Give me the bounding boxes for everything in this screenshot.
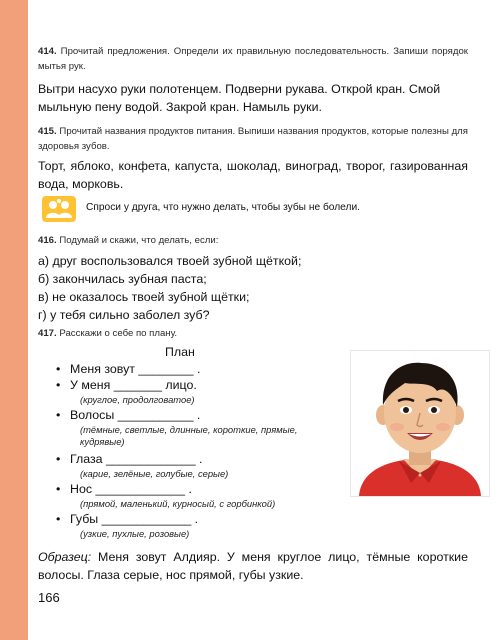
plan-point-name xyxy=(56,362,200,377)
example-text: Меня зовут Алдияр. У меня круглое лицо, тёмные короткие волосы. Глаза серые, нос прямой, губы узкие. xyxy=(38,550,468,582)
plan-point-text: У меня _______ лицо. xyxy=(70,378,197,392)
plan-point-text: Губы _____________ . xyxy=(70,512,199,526)
task-415-instruction xyxy=(38,124,468,154)
task-416-item-b: б) закончилась зубная паста; xyxy=(38,272,207,286)
bullet: • xyxy=(56,408,61,422)
plan-point-text: Меня зовут ________ . xyxy=(70,362,201,376)
friends-talk-icon xyxy=(42,196,76,222)
plan-hint-lips: (узкие, пухлые, розовые) xyxy=(80,528,190,539)
task-416-item-d: г) у тебя сильно заболел зуб? xyxy=(38,308,210,322)
task-414-instruction xyxy=(38,44,468,74)
friend-task-text: Спроси у друга, что нужно делать, чтобы зубы не болели. xyxy=(86,202,360,213)
plan-point-face xyxy=(56,378,197,393)
boy-portrait-image xyxy=(350,350,490,497)
bullet: • xyxy=(56,482,61,496)
page-number: 166 xyxy=(38,590,60,605)
example-lead: Образец: xyxy=(38,550,92,564)
bullet: • xyxy=(56,378,61,392)
boy-portrait-illustration xyxy=(351,351,489,496)
plan-point-hair xyxy=(56,408,200,423)
task-416-item-a: а) друг воспользовался твоей зубной щёткой; xyxy=(38,254,302,268)
example-answer xyxy=(38,548,468,584)
plan-hint-eyes: (карие, зелёные, голубые, серые) xyxy=(80,468,229,479)
plan-point-text: Нос _____________ . xyxy=(70,482,192,496)
plan-hint-hair: (тёмные, светлые, длинные, короткие, прямые, кудрявые) xyxy=(80,424,298,447)
task-416-item-c: в) не оказалось твоей зубной щётки; xyxy=(38,290,250,304)
task-414-number: 414. xyxy=(38,46,57,57)
task-414-text: Вытри насухо руки полотенцем. Подверни рукава. Открой кран. Смой мыльную пену водой. Закрой кран. Намыль руки. xyxy=(38,82,441,114)
plan-hint-nose: (прямой, маленький, курносый, с горбинкой) xyxy=(80,498,276,509)
task-417-number: 417. xyxy=(38,328,57,339)
plan-hint-face: (круглое, продолговатое) xyxy=(80,394,195,405)
task-415-instruction-text: Прочитай названия продуктов питания. Выпиши названия продуктов, которые полезны для здоровья зубов. xyxy=(38,126,468,152)
task-415-text: Торт, яблоко, конфета, капуста, шоколад, виноград, творог, газированная вода, морковь. xyxy=(38,159,468,191)
plan-point-lips xyxy=(56,512,198,527)
bullet: • xyxy=(56,362,61,376)
task-417-instruction-text: Расскажи о себе по плану. xyxy=(59,328,178,339)
bullet: • xyxy=(56,452,61,466)
task-416-instruction xyxy=(38,233,468,248)
task-417-instruction xyxy=(38,326,468,341)
plan-point-text: Волосы ___________ . xyxy=(70,408,201,422)
plan-title: План xyxy=(165,345,195,359)
plan-point-text: Глаза _____________ . xyxy=(70,452,203,466)
plan-point-nose xyxy=(56,482,192,497)
task-415-number: 415. xyxy=(38,126,57,137)
bullet: • xyxy=(56,512,61,526)
page-margin-band xyxy=(0,0,28,640)
task-416-number: 416. xyxy=(38,235,57,246)
task-414-instruction-text: Прочитай предложения. Определи их правильную последовательность. Запиши порядок мытья рук. xyxy=(38,46,468,72)
task-416-instruction-text: Подумай и скажи, что делать, если: xyxy=(59,235,219,246)
plan-point-eyes xyxy=(56,452,202,467)
